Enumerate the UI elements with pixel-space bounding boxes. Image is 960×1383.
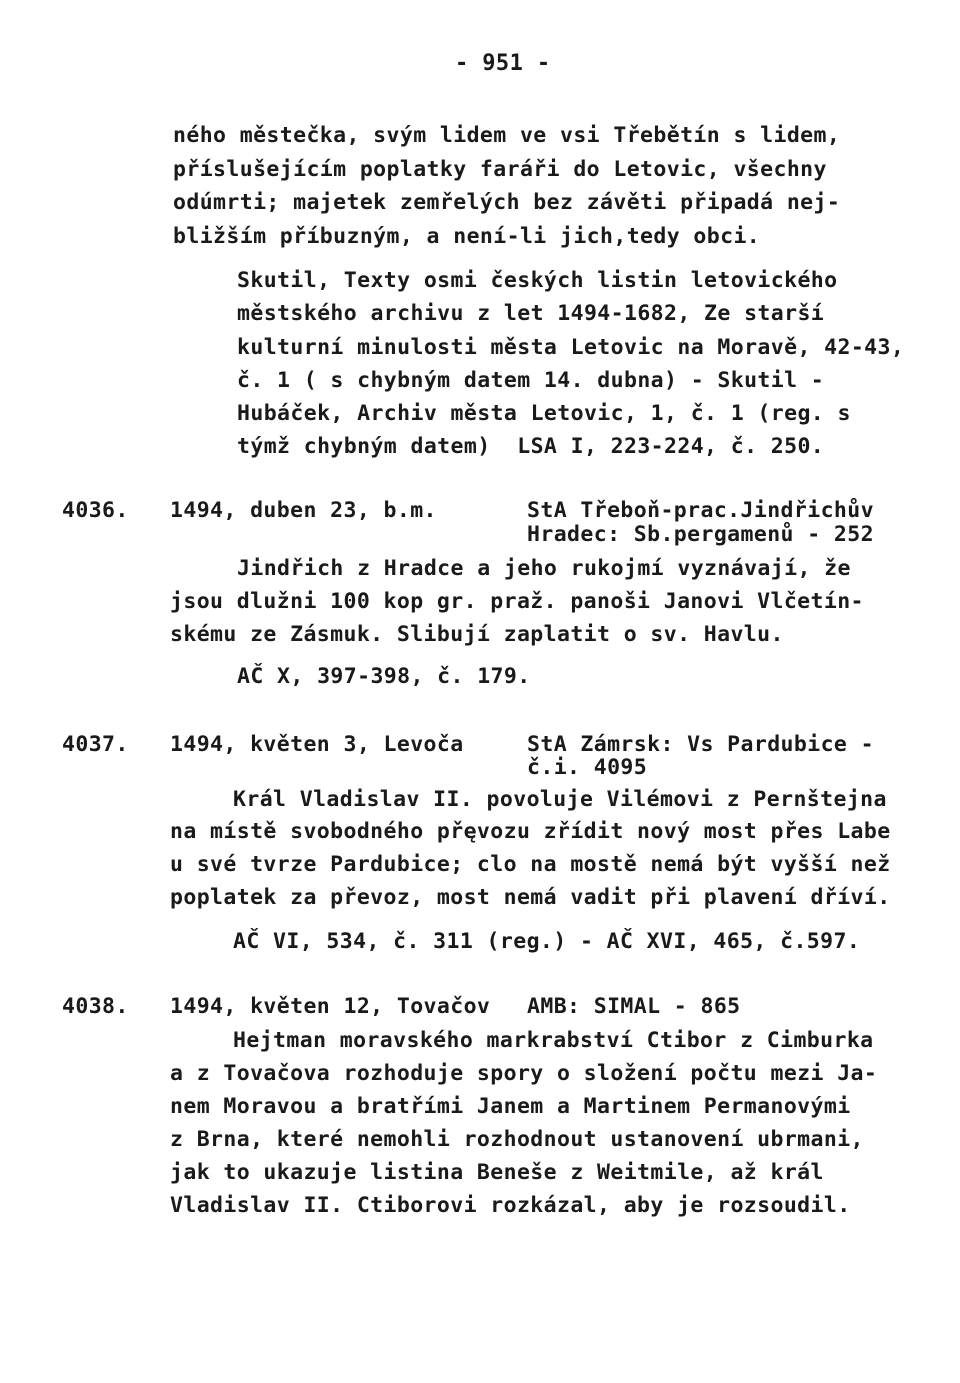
entry-text-line: z Brna, které nemohli rozhodnout ustanovení ubrmani, bbox=[170, 1127, 864, 1152]
text-line: ného městečka, svým lidem ve vsi Třebětín s lidem, bbox=[173, 123, 841, 148]
reference-line: městského archivu z let 1494-1682, Ze starší bbox=[237, 301, 825, 326]
entry-text-line: jsou dlužni 100 kop gr. praž. panoši Janovi Vlčetín- bbox=[170, 589, 864, 614]
entry-archive: Hradec: Sb.pergamenů - 252 bbox=[527, 522, 874, 547]
entry-text-line: skému ze Zásmuk. Slibují zaplatit o sv. Havlu. bbox=[170, 622, 784, 647]
entry-text-line: Král Vladislav II. povoluje Vilémovi z Pernštejna bbox=[233, 787, 887, 812]
reference-line: kulturní minulosti města Letovic na Moravě, 42-43, bbox=[237, 335, 905, 360]
reference-line: týmž chybným datem) LSA I, 223-224, č. 250. bbox=[237, 434, 825, 459]
page-number: - 951 - bbox=[455, 51, 551, 76]
entry-text-line: Jindřich z Hradce a jeho rukojmí vyznávají, že bbox=[237, 556, 851, 581]
text-line: odúmrti; majetek zemřelých bez závěti připadá nej- bbox=[173, 190, 841, 215]
entry-number: 4038. bbox=[62, 994, 129, 1019]
entry-archive: č.i. 4095 bbox=[527, 755, 648, 780]
text-line: příslušejícím poplatky faráři do Letovic, všechny bbox=[173, 157, 827, 182]
entry-text-line: nem Moravou a bratřími Janem a Martinem Permanovými bbox=[170, 1094, 851, 1119]
entry-date-place: 1494, květen 12, Tovačov bbox=[170, 994, 491, 1019]
reference-line: Skutil, Texty osmi českých listin letovického bbox=[237, 268, 838, 293]
text-line: bližším příbuzným, a není-li jich,tedy obci. bbox=[173, 224, 761, 249]
entry-date-place: 1494, květen 3, Levoča bbox=[170, 732, 464, 757]
entry-reference: AČ VI, 534, č. 311 (reg.) - AČ XVI, 465, č.597. bbox=[233, 929, 861, 954]
entry-text-line: Hejtman moravského markrabství Ctibor z Cimburka bbox=[233, 1028, 874, 1053]
reference-line: Hubáček, Archiv města Letovic, 1, č. 1 (reg. s bbox=[237, 401, 851, 426]
entry-text-line: a z Tovačova rozhoduje spory o složení počtu mezi Ja- bbox=[170, 1061, 878, 1086]
entry-reference: AČ X, 397-398, č. 179. bbox=[237, 664, 531, 689]
entry-date-place: 1494, duben 23, b.m. bbox=[170, 498, 437, 523]
entry-archive: StA Třeboň-prac.Jindřichův bbox=[527, 498, 874, 523]
reference-line: č. 1 ( s chybným datem 14. dubna) - Skutil - bbox=[237, 368, 825, 393]
entry-archive: StA Zámrsk: Vs Pardubice - bbox=[527, 732, 874, 757]
entry-text-line: poplatek za převoz, most nemá vadit při plavení dříví. bbox=[170, 885, 891, 910]
entry-text-line: u své tvrze Pardubice; clo na mostě nemá být vyšší než bbox=[170, 852, 891, 877]
entry-text-line: na místě svobodného přęvozu zřídit nový most přes Labe bbox=[170, 819, 891, 844]
entry-number: 4037. bbox=[62, 732, 129, 757]
entry-text-line: Vladislav II. Ctiborovi rozkázal, aby je rozsoudil. bbox=[170, 1193, 851, 1218]
entry-number: 4036. bbox=[62, 498, 129, 523]
entry-archive: AMB: SIMAL - 865 bbox=[527, 994, 741, 1019]
entry-text-line: jak to ukazuje listina Beneše z Weitmile, až král bbox=[170, 1160, 824, 1185]
